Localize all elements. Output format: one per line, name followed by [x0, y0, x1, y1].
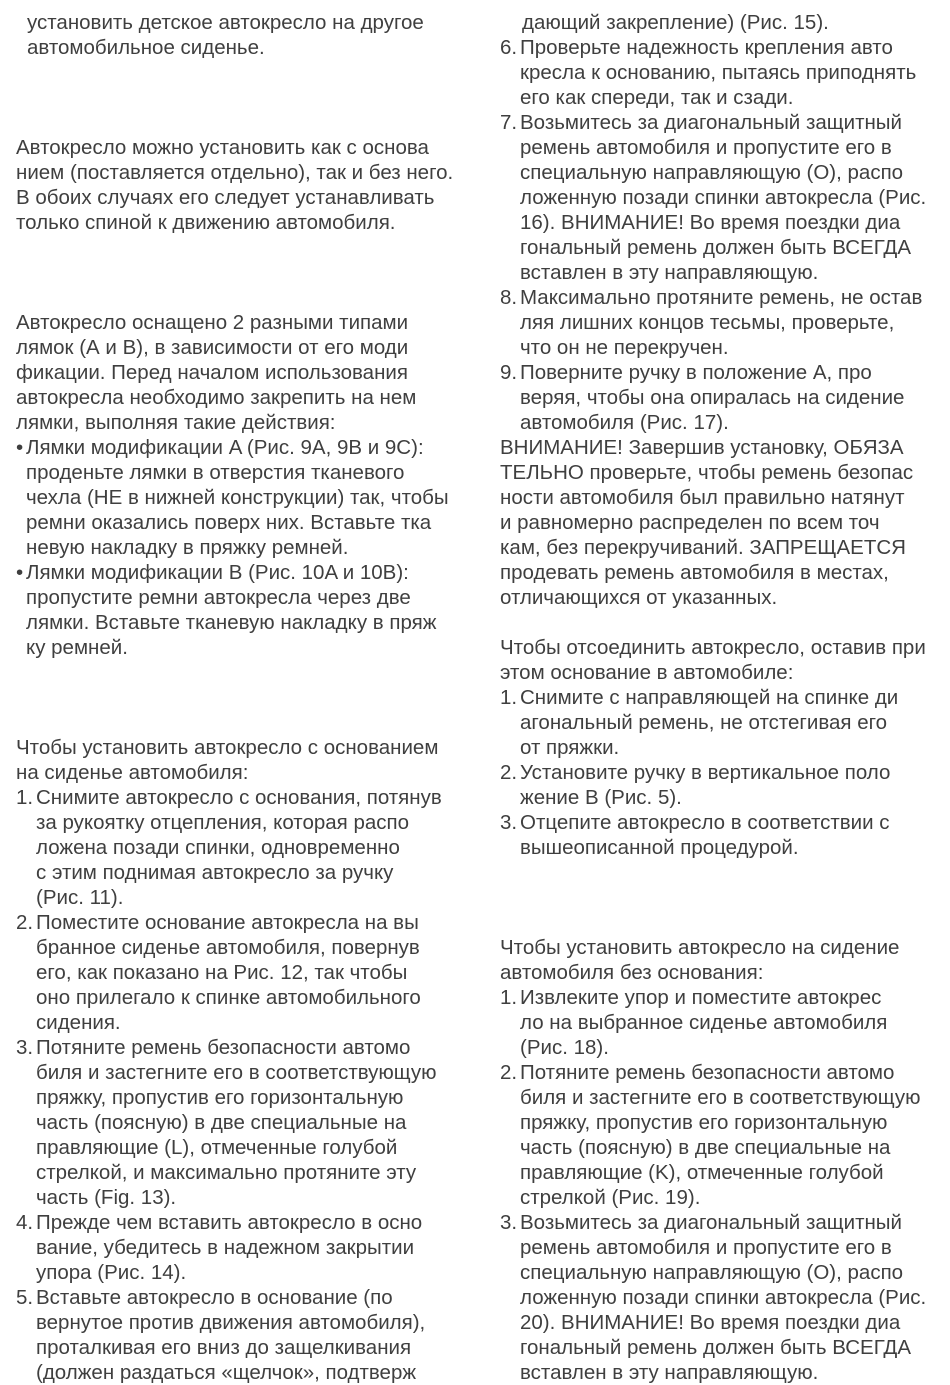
step-text: Прежде чем вставить автокресло в осно вание, убедитесь в надежном закрытии упора (Рис. 14).: [36, 1211, 423, 1284]
step-number: 8.: [500, 286, 518, 309]
step-item: [16, 1285, 456, 1385]
step-number: 9.: [500, 361, 518, 384]
step-item: [16, 1210, 456, 1285]
step-number: 1.: [500, 986, 518, 1009]
step-item: [500, 985, 940, 1060]
step-number: 3.: [16, 1036, 34, 1059]
step-number: 7.: [500, 111, 518, 134]
install-with-base-intro: Чтобы установить автокресло с основанием на сиденье автомобиля:: [16, 736, 439, 784]
step-number: 1.: [16, 786, 34, 809]
step-item: [16, 910, 456, 1035]
bullet-text: Лямки модификации B (Рис. 10A и 10B): пропустите ремни автокресла через две лямки. Вставьте тканевую накладку в пряж ку ремней.: [26, 561, 437, 659]
warning-paragraph: ВНИМАНИЕ! Завершив установку, ОБЯЗА ТЕЛЬНО проверьте, чтобы ремень безопас ности автомобиля был правильно натянут и равномерно распределен по всем точ кам, без перекручиваний. ЗАПРЕЩАЕТСЯ продевать ремень автомобиля в местах, отличающихся от указанных.: [500, 436, 914, 609]
step-text: Потяните ремень безопасности автомо биля и застегните его в соответствующую пряжку, пропустив его горизонтальную часть (поясную) в две специальные на правляющие (L), отмеченные голубой стрелкой, и максимально протяните эту часть (Fig. 13).: [36, 1036, 437, 1209]
bullet-text: Лямки модификации A (Рис. 9A, 9B и 9C): проденьте лямки в отверстия тканевого чехла (НЕ в нижней конструкции) так, чтобы ремни оказались поверх них. Вставьте тка невую накладку в пряжку ремней.: [26, 436, 449, 559]
step-item: [500, 285, 940, 360]
step-item: [500, 760, 940, 810]
step-text: Поверните ручку в положение A, про веряя, чтобы она опиралась на сидение автомобиля (Рис. 17).: [520, 361, 905, 434]
straps-paragraph: Автокресло оснащено 2 разными типами лямок (А и B), в зависимости от его моди фикации. Перед началом использования автокресла необходимо закрепить на нем лямки, выполняя такие действия:: [16, 311, 417, 434]
detach-intro: Чтобы отсоединить автокресло, оставив при этом основание в автомобиле:: [500, 636, 926, 684]
step-number: 3.: [500, 1211, 518, 1234]
step-number: 1.: [500, 686, 518, 709]
step-text: Отцепите автокресло в соответствии с вышеописанной процедурой.: [520, 811, 890, 859]
step-item: [500, 35, 940, 110]
step-continuation: дающий закрепление) (Рис. 15).: [522, 11, 829, 34]
bullet-item: [16, 435, 456, 560]
step-number: 6.: [500, 36, 518, 59]
step-item: [500, 1060, 940, 1210]
step-item: [16, 1035, 456, 1210]
step-item: [500, 360, 940, 435]
step-text: Поместите основание автокресла на вы бранное сиденье автомобиля, повернув его, как показано на Рис. 12, так чтобы оно прилегало к спинке автомобильного сидения.: [36, 911, 421, 1034]
step-item: [500, 1210, 940, 1385]
step-number: 2.: [500, 761, 518, 784]
step-text: Возьмитесь за диагональный защитный ремень автомобиля и пропустите его в специальную направляющую (O), распо ложенную позади спинки автокресла (Рис. 16). ВНИМАНИЕ! Во время поездки диа гональный ремень должен быть ВСЕГДА вставлен в эту направляющую.: [520, 111, 927, 284]
step-number: 5.: [16, 1286, 34, 1309]
step-text: Установите ручку в вертикальное поло жение B (Рис. 5).: [520, 761, 891, 809]
intro-continuation: установить детское автокресло на другое автомобильное сиденье.: [27, 11, 424, 59]
step-text: Снимите автокресло с основания, потянув за рукоятку отцепления, которая распо ложена позади спинки, одновременно с этим поднимая автокресло за ручку (Рис. 11).: [36, 786, 442, 909]
step-item: [500, 810, 940, 860]
bullet-item: [16, 560, 456, 660]
step-text: Возьмитесь за диагональный защитный ремень автомобиля и пропустите его в специальную направляющую (O), распо ложенную позади спинки автокресла (Рис. 20). ВНИМАНИЕ! Во время поездки диа гональный ремень должен быть ВСЕГДА вставлен в эту направляющую.: [520, 1211, 927, 1384]
step-text: Проверьте надежность крепления авто кресла к основанию, пытаясь приподнять его как спереди, так и сзади.: [520, 36, 917, 109]
step-number: 4.: [16, 1211, 34, 1234]
step-text: Потяните ремень безопасности автомо биля и застегните его в соответствующую пряжку, пропустив его горизонтальную часть (поясную) в две специальные на правляющие (K), отмеченные голубой стрелкой (Рис. 19).: [520, 1061, 921, 1209]
step-item: [500, 685, 940, 760]
step-item: [500, 110, 940, 285]
install-without-base-intro: Чтобы установить автокресло на сидение автомобиля без основания:: [500, 936, 900, 984]
bullet-marker: •: [16, 436, 24, 459]
step-number: 2.: [500, 1061, 518, 1084]
step-text: Вставьте автокресло в основание (по вернутое против движения автомобиля), проталкивая его вниз до защелкивания (должен раздаться «щелчок», подтверж: [36, 1286, 426, 1384]
left-column: [16, 10, 456, 1385]
step-number: 2.: [16, 911, 34, 934]
right-column: [500, 10, 940, 1385]
step-text: Извлеките упор и поместите автокрес ло на выбранное сиденье автомобиля (Рис. 18).: [520, 986, 888, 1059]
step-text: Снимите с направляющей на спинке ди агональный ремень, не отстегивая его от пряжки.: [520, 686, 899, 759]
step-number: 3.: [500, 811, 518, 834]
base-paragraph: Автокресло можно установить как с основа нием (поставляется отдельно), так и без него. В обоих случаях его следует устанавливать только спиной к движению автомобиля.: [16, 136, 454, 234]
step-text: Максимально протяните ремень, не остав ляя лишних концов тесьмы, проверьте, что он не перекручен.: [520, 286, 923, 359]
step-item: [16, 785, 456, 910]
bullet-marker: •: [16, 561, 24, 584]
